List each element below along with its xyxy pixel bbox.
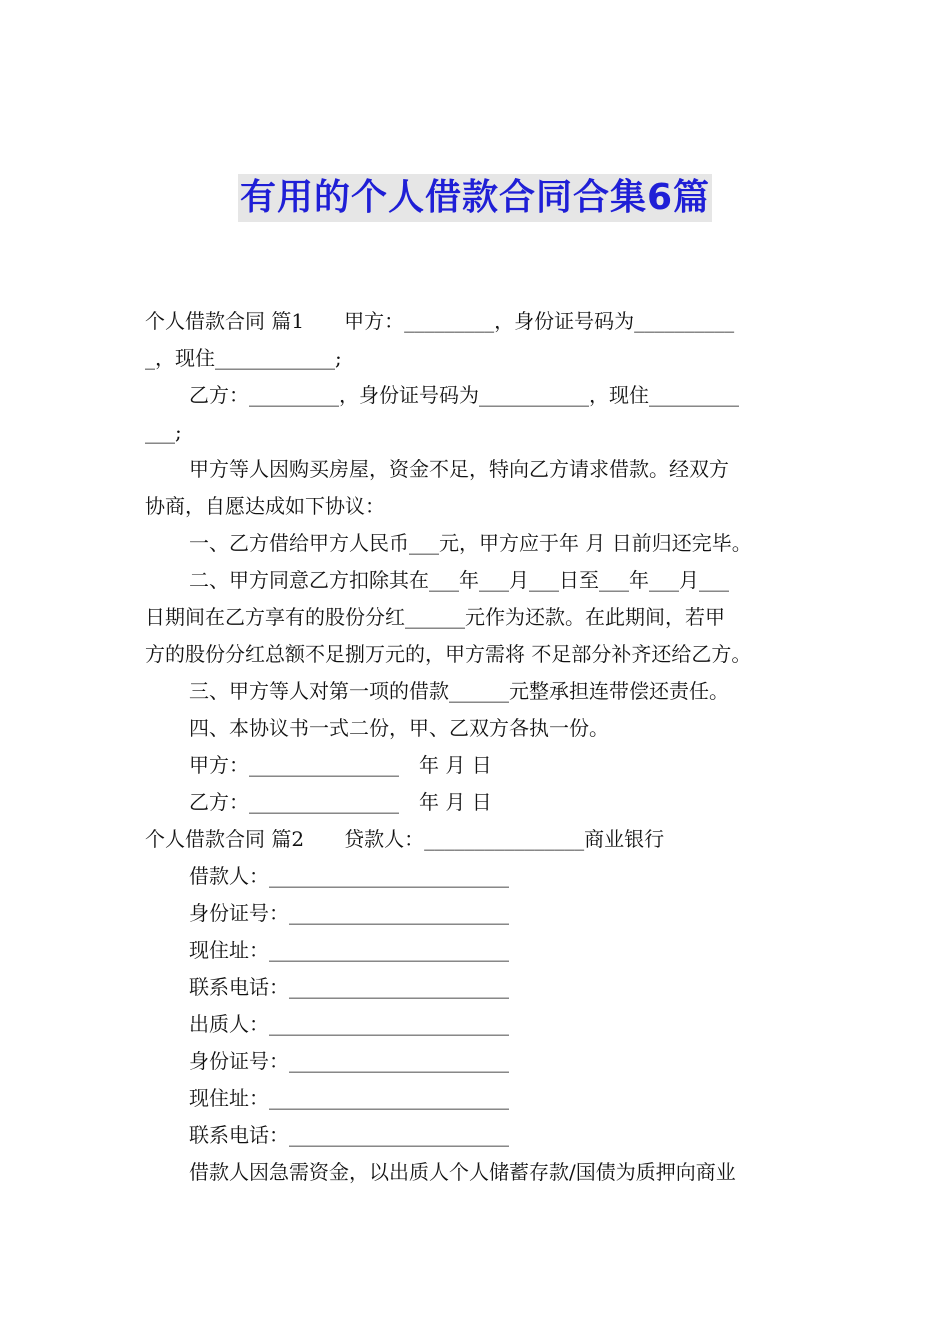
text-line: 四、本协议书一式二份，甲、乙双方各执一份。 [189,716,609,740]
document-body [145,303,810,1191]
text-line: 联系电话：______________________ [189,1123,509,1147]
text-line: 联系电话：______________________ [189,975,509,999]
text-line: 一、乙方借给甲方人民币___元，甲方应于年 月 日前归还完毕。 [189,531,752,555]
text-line: 出质人：________________________ [189,1012,509,1036]
text-line: 甲方等人因购买房屋，资金不足，特向乙方请求借款。经双方 [189,457,729,481]
text-line: 现住址：________________________ [189,938,509,962]
text-line: 二、甲方同意乙方扣除其在___年___月___日至___年___月___ [189,568,729,592]
text-line: 乙方：_________，身份证号码为___________，现住_________ [189,383,739,407]
text-line: 个人借款合同 篇2 贷款人：________________商业银行 [145,827,665,851]
text-line: 甲方：_______________ 年 月 日 [189,753,492,777]
text-line: 身份证号：______________________ [189,901,509,925]
text-line: 借款人：________________________ [189,864,509,888]
document-title: 有用的个人借款合同合集6篇 [238,174,712,222]
text-line: 方的股份分红总额不足捌万元的，甲方需将 不足部分补齐还给乙方。 [145,642,752,666]
text-line: 日期间在乙方享有的股份分红______元作为还款。在此期间，若甲 [145,605,725,629]
text-line: 身份证号：______________________ [189,1049,509,1073]
text-line: 现住址：________________________ [189,1086,509,1110]
title-container [0,174,950,222]
text-line: 借款人因急需资金，以出质人个人储蓄存款/国债为质押向商业 [189,1160,736,1184]
text-line: ___; [145,420,182,444]
text-line: 协商，自愿达成如下协议： [145,494,385,518]
text-line: _，现住____________; [145,346,342,370]
text-line: 乙方：_______________ 年 月 日 [189,790,492,814]
text-line: 个人借款合同 篇1 甲方：_________，身份证号码为__________ [145,309,735,333]
text-line: 三、甲方等人对第一项的借款______元整承担连带偿还责任。 [189,679,729,703]
